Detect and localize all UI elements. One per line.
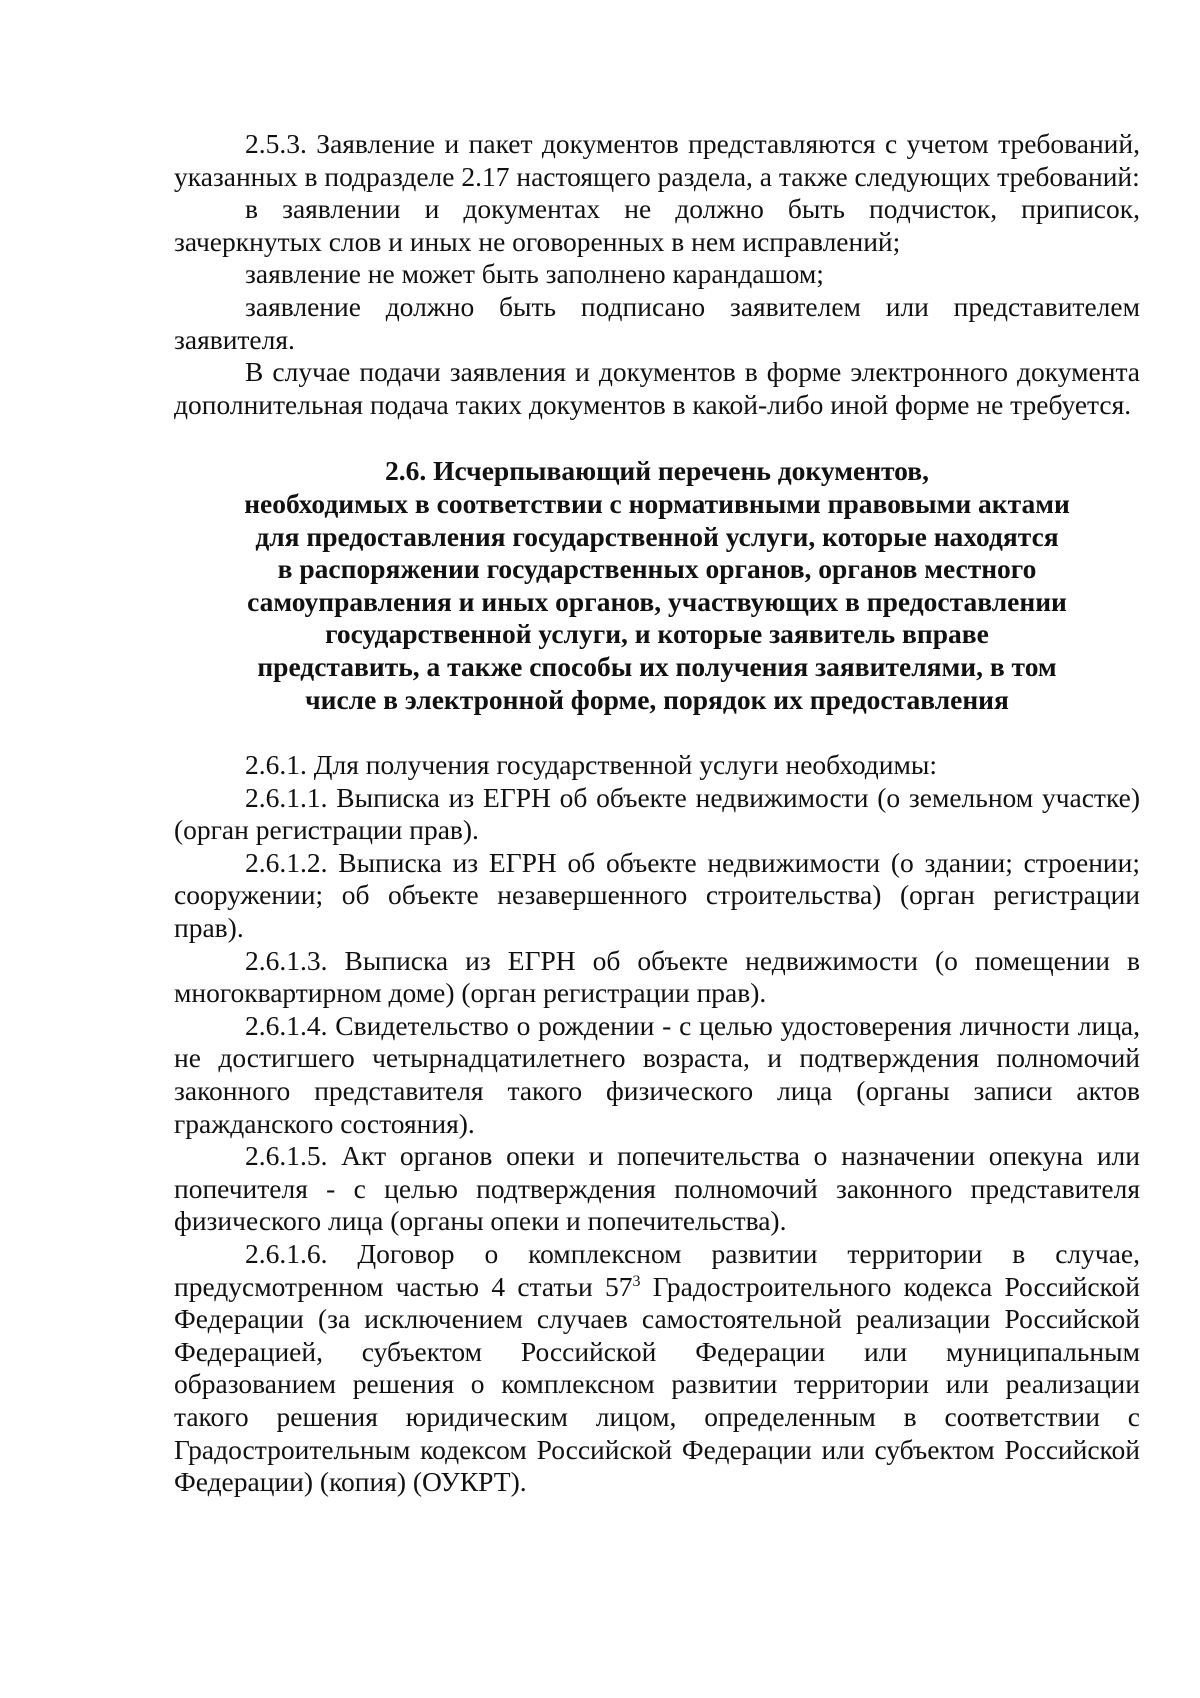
heading-line: представить, а также способы их получения заявителями, в том	[257, 650, 1057, 682]
article-superscript: 3	[632, 1272, 641, 1290]
heading-line: числе в электронной форме, порядок их предоставления	[305, 683, 1009, 715]
heading-line: 2.6. Исчерпывающий перечень документов,	[385, 455, 929, 487]
paragraph-2-6-1: 2.6.1. Для получения государственной услуги необходимы:	[245, 749, 937, 781]
heading-line: в распоряжении государственных органов, органов местного	[277, 553, 1037, 585]
paragraph-requirement-no-corrections: в заявлении и документах не должно быть подчисток, приписок, зачеркнутых слов и иных не оговоренных в нем исправлений;	[174, 193, 1140, 257]
paragraph-2-6-1-6	[174, 1238, 1140, 1499]
paragraph-2-6-1-6-part-a: 2.6.1.6. Договор о комплексном развитии территории в случае, предусмотренном частью 4 статьи 57	[174, 1238, 1140, 1302]
paragraph-electronic-submission: В случае подачи заявления и документов в форме электронного документа дополнительная подача таких документов в какой-либо иной форме не требуется.	[174, 356, 1140, 420]
heading-line: самоуправления и иных органов, участвующих в предоставлении	[247, 585, 1067, 617]
paragraph-requirement-no-pencil: заявление не может быть заполнено карандашом;	[245, 258, 824, 290]
document-content	[174, 128, 1140, 1499]
paragraph-requirement-signature: заявление должно быть подписано заявителем или представителем заявителя.	[174, 290, 1140, 355]
heading-line: государственной услуги, и которые заявитель вправе	[325, 618, 989, 650]
paragraph-2-6-1-4: 2.6.1.4. Свидетельство о рождении - с целью удостоверения личности лица, не достигшего четырнадцатилетнего возраста, и подтверждения полномочий законного представителя такого физического лица (органы записи актов гражданского состояния).	[174, 1009, 1140, 1139]
paragraph-2-6-1-3: 2.6.1.3. Выписка из ЕГРН об объекте недвижимости (о помещении в многоквартирном доме) (орган регистрации прав).	[174, 944, 1140, 1009]
paragraph-2-6-1-2: 2.6.1.2. Выписка из ЕГРН об объекте недвижимости (о здании; строении; сооружении; об объекте незавершенного строительства) (орган регистрации прав).	[174, 846, 1140, 944]
section-heading-2-6	[174, 455, 1140, 716]
heading-line: необходимых в соответствии с нормативными правовыми актами	[244, 487, 1070, 519]
heading-line: для предоставления государственной услуги, которые находятся	[255, 520, 1059, 552]
paragraph-2-6-1-6-part-b: Градостроительного кодекса Российской Федерации (за исключением случаев самостоятельной реализации Российской Федерацией, субъектом Российской Федерации или муниципальным образованием решения о комплексном развитии территории или реализации такого решения юридическим лицом, определенным в соответствии с Градостроительным кодексом Российской Федерации или субъектом Российской Федерации) (копия) (ОУКРТ).	[174, 1270, 1140, 1498]
paragraph-2-6-1-5: 2.6.1.5. Акт органов опеки и попечительства о назначении опекуна или попечителя - с целью подтверждения полномочий законного представителя физического лица (органы опеки и попечительства).	[174, 1140, 1140, 1237]
paragraph-2-6-1-1: 2.6.1.1. Выписка из ЕГРН об объекте недвижимости (о земельном участке) (орган регистрации прав).	[174, 781, 1140, 846]
paragraph-2-5-3: 2.5.3. Заявление и пакет документов представляются с учетом требований, указанных в подразделе 2.17 настоящего раздела, а также следующих требований:	[174, 128, 1140, 192]
